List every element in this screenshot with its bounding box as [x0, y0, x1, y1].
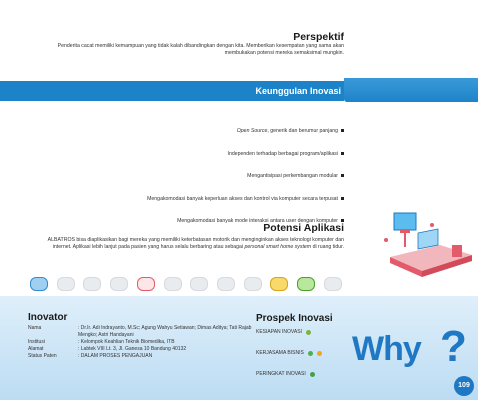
bullet-icon [341, 152, 344, 155]
list-item: Independen terhadap berbagai program/aplikasi [147, 151, 344, 158]
info-row: Nama : Dr.Ir. Adi Indrayanto, M.Sc; Agung Wahyu Setiawan; Dimas Aditya; Tati Rajab Mengko; Astri Handayani [28, 325, 252, 338]
chart-icon [132, 268, 158, 294]
tools-icon [239, 268, 265, 294]
list-item: Mengakomodasi banyak keperluan akses dan kontrol via komputer secara terpusat [147, 196, 344, 203]
machine-icon [159, 268, 185, 294]
prospek-title: Prospek Inovasi [256, 313, 333, 324]
prospek-list [256, 328, 322, 391]
list-item: PERINGKAT INOVASI [256, 370, 322, 378]
gear-icon [78, 268, 104, 294]
desktop-globe-icon [25, 268, 51, 294]
bullet-icon [341, 174, 344, 177]
recycle-icon [292, 268, 318, 294]
info-row: Institusi : Kelompok Keahlian Teknik Biomedika, ITB [28, 339, 175, 345]
inovator-title: Inovator [28, 312, 68, 323]
coins-icon [265, 268, 291, 294]
perspektif-title: Perspektif [293, 31, 344, 43]
computer-bed-illustration-icon [380, 205, 478, 295]
perspektif-body: Penderita cacat memiliki kemampuan yang tidak kalah dibandingkan dengan kita. Memberikan kesempatan yang sama akan membukakan potensi mereka semaksimal mungkin. [57, 43, 344, 56]
bullet-icon [341, 197, 344, 200]
list-item: Mengakomodasi banyak mode interaksi antara user dengan komputer [147, 218, 344, 225]
application-icons-row [25, 268, 345, 294]
factory-icon [185, 268, 211, 294]
bullet-icon [341, 129, 344, 132]
gear-icon [306, 330, 311, 335]
potensi-title: Potensi Aplikasi [263, 222, 344, 234]
bird-icon [52, 268, 78, 294]
list-item: Mengantisipasi perkembangan modular [147, 173, 344, 180]
hand-icon [212, 268, 238, 294]
leaf-icon [310, 372, 315, 377]
keunggulan-title: Keunggulan Inovasi [255, 86, 341, 96]
car-icon [105, 268, 131, 294]
inovator-info [28, 325, 258, 360]
list-item: KERJASAMA BISNIS [256, 349, 322, 357]
coin-icon [317, 351, 322, 356]
page-number: 109 [454, 376, 474, 396]
question-mark: ? [440, 322, 467, 371]
arrows-icon [319, 268, 345, 294]
potensi-body: ALBATROS bisa diaplikasikan bagi mereka yang memiliki keterbatasan motorik dan menginginkan akses teknologi komputer dan internet. Aplikasi lebih lanjut pada pasien yang harus selalu berbaring atau sebagai personal smart home system di ruang tidur. [47, 237, 344, 250]
info-row: Alamat : Labtek VIII Lt. 3, Jl. Ganesa 10 Bandung 40132 [28, 346, 187, 352]
section-band-tab [344, 78, 478, 102]
list-item: Open Source, generik dan berumur panjang [147, 128, 344, 135]
why-heading: Why [352, 330, 421, 368]
info-row: Status Paten : DALAM PROSES PENGAJUAN [28, 353, 153, 359]
money-bag-icon [308, 351, 313, 356]
list-item: KESIAPAN INOVASI [256, 328, 322, 336]
